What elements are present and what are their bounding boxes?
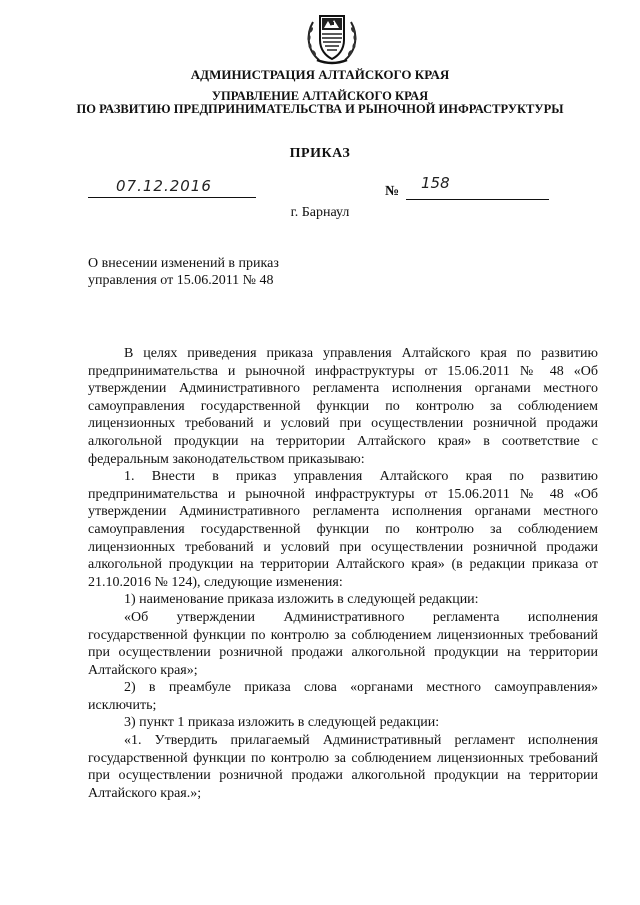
document-number: 158 <box>421 174 450 192</box>
organization-name: АДМИНИСТРАЦИЯ АЛТАЙСКОГО КРАЯ <box>190 67 450 82</box>
number-underline <box>406 199 549 200</box>
coat-of-arms-icon <box>303 10 361 68</box>
body-paragraph: «Об утверждении Административного регламента исполнения государственной функции по контролю за соблюдением лицензионных требований при осуществлении розничной продажи алкогольной продукции на территории Алтайского края»; <box>88 609 598 678</box>
body-paragraph: 1. Внести в приказ управления Алтайского края по развитию предпринимательства и рыночной инфраструктуры от 15.06.2011 № 48 «Об утверждении Административного регламента исполнения органами местного самоуправления государственной функции по контролю за соблюдением лицензионных требований и условий при осуществлении розничной продажи алкогольной продукции на территории Алтайского края» (в редакции приказа от 21.10.2016 № 124), следующие изменения: <box>88 469 598 590</box>
body-paragraph: 2) в преамбуле приказа слова «органами местного самоуправления» исключить; <box>88 680 598 713</box>
document-city: г. Барнаул <box>290 205 350 220</box>
body-paragraph: 3) пункт 1 приказа изложить в следующей редакции: <box>124 715 440 731</box>
subject-line-1: О внесении изменений в приказ <box>88 256 279 271</box>
document-date: 07.12.2016 <box>116 177 212 195</box>
number-sign: № <box>385 184 400 199</box>
department-name-line-2: ПО РАЗВИТИЮ ПРЕДПРИНИМАТЕЛЬСТВА И РЫНОЧНОЙ ИНФРАСТРУКТУРЫ <box>76 102 564 116</box>
document-subject <box>88 255 279 289</box>
document-body <box>88 345 598 802</box>
date-underline <box>88 197 256 198</box>
document-type-title: ПРИКАЗ <box>289 146 351 161</box>
body-paragraph: В целях приведения приказа управления Алтайского края по развитию предпринимательства и рыночной инфраструктуры от 15.06.2011 № 48 «Об утверждении Административного регламента исполнения органами местного самоуправления государственной функции по контролю за соблюдением лицензионных требований и условий при осуществлении розничной продажи алкогольной продукции на территории Алтайского края» в соответствие с федеральным законодательством приказываю: <box>88 346 598 467</box>
department-name-line-1: УПРАВЛЕНИЕ АЛТАЙСКОГО КРАЯ <box>211 89 429 103</box>
body-paragraph: «1. Утвердить прилагаемый Административный регламент исполнения государственной функции по контролю за соблюдением лицензионных требований при осуществлении розничной продажи алкогольной продукции на территории Алтайского края.»; <box>88 733 598 801</box>
subject-line-2: управления от 15.06.2011 № 48 <box>88 273 274 288</box>
body-paragraph: 1) наименование приказа изложить в следующей редакции: <box>124 592 479 608</box>
